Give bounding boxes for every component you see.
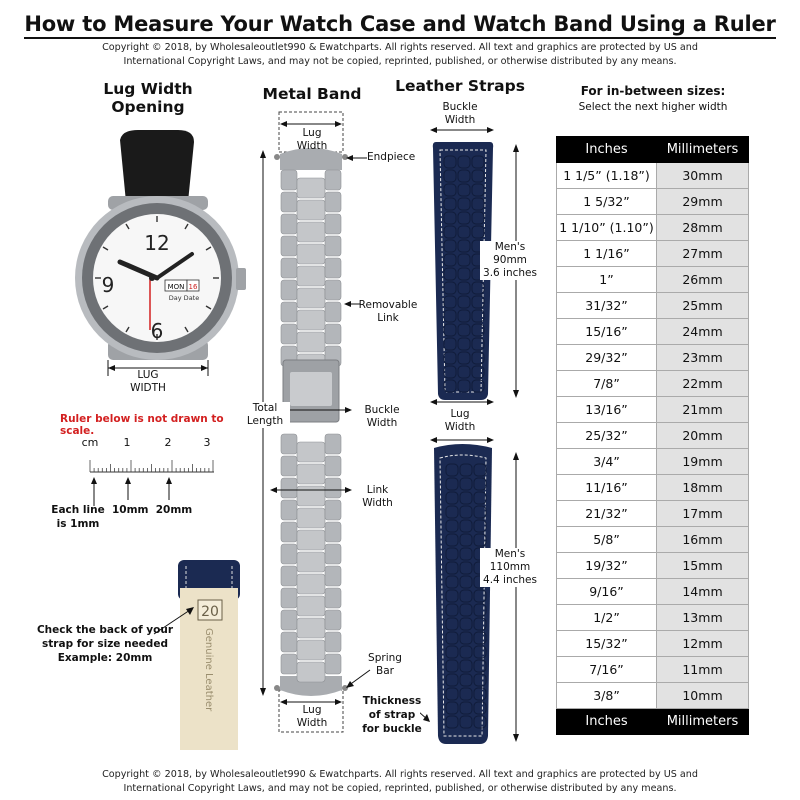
mm-cell: 18mm [657,475,749,501]
band-link-outer [281,500,297,520]
mm-cell: 17mm [657,501,749,527]
table-row [557,371,749,397]
band-link-outer [281,214,297,234]
inches-cell: 21/32” [557,501,657,527]
watch-crown [236,268,246,290]
band-link-outer [325,280,341,300]
band-link-outer [281,522,297,542]
strap-size-note: Check the back of your strap for size needed Example: 20mm [36,624,174,664]
inches-cell: 29/32” [557,345,657,371]
strap-back-illustration [178,560,240,750]
band-link-outer [325,324,341,344]
leather-straps-illustration [420,124,530,754]
mm-cell: 19mm [657,449,749,475]
mm-cell: 14mm [657,579,749,605]
mm10-label: 10mm [112,504,149,516]
band-link-center [297,552,325,572]
table-row [557,501,749,527]
dial-9: 9 [101,273,115,297]
table-row [557,553,749,579]
band-link-center [297,640,325,660]
inches-cell: 25/32” [557,423,657,449]
table-row [557,293,749,319]
band-link-center [297,310,325,330]
table-row [557,475,749,501]
band-link-center [297,596,325,616]
band-link-outer [281,566,297,586]
mm-cell: 11mm [657,657,749,683]
date-num: 16 [188,283,198,291]
inches-cell: 1 1/10” (1.10”) [557,215,657,241]
each-line-arrow [91,477,97,484]
ruler-num-2: 2 [164,436,172,449]
total-length-label: Total Length [240,402,290,428]
band-link-outer [281,478,297,498]
dial-6: 6 [150,319,164,343]
inches-cell: 1 1/16” [557,241,657,267]
removable-link-label: Removable Link [358,299,418,324]
mm20-label: 20mm [155,504,193,516]
band-link-outer [325,522,341,542]
band-link-center [297,332,325,352]
mm10-arrow [125,477,131,484]
table-row [557,215,749,241]
band-link-outer [281,456,297,476]
table-row [557,267,749,293]
ruler-ticks [90,460,213,472]
band-link-outer [325,214,341,234]
thickness-label: Thickness of strap for buckle [362,695,422,735]
band-link-outer [281,544,297,564]
lug-width-heading: Lug Width Opening [103,80,193,116]
col-inches-footer: Inches [557,709,657,735]
band-link-center [297,662,325,682]
mm-cell: 20mm [657,423,749,449]
leather-lug-width-label: Lug Width [444,408,476,433]
inches-cell: 13/16” [557,397,657,423]
col-inches-header: Inches [557,137,657,163]
band-link-outer [281,588,297,608]
mens-110mm-label: Men's 110mm 4.4 inches [480,548,540,587]
mm-cell: 30mm [657,163,749,189]
band-link-outer [281,236,297,256]
hand-pivot [149,275,155,281]
table-row [557,345,749,371]
band-lug-width-label-bottom: Lug Width [296,704,328,729]
band-link-center [297,486,325,506]
mm-cell: 15mm [657,553,749,579]
col-mm-footer: Millimeters [657,709,749,735]
table-row [557,631,749,657]
band-link-center [297,200,325,220]
spring-bar-label: Spring Bar [368,652,402,677]
band-link-center [297,574,325,594]
ruler-cm-label: cm [81,436,99,449]
strap-size-number: 20 [201,604,219,620]
copyright-line: International Copyright Laws, and may not be copied, reprinted, published, or otherwise distributed by any means. [123,56,677,67]
inches-cell: 1 1/5” (1.18”) [557,163,657,189]
band-link-center [297,618,325,638]
genuine-leather-stamp: Genuine Leather [203,628,214,712]
mm-cell: 22mm [657,371,749,397]
inches-cell: 15/16” [557,319,657,345]
date-day: MON [167,283,185,291]
band-link-outer [325,192,341,212]
mm-cell: 10mm [657,683,749,709]
band-link-outer [281,632,297,652]
inches-cell: 19/32” [557,553,657,579]
band-link-center [297,530,325,550]
mm-cell: 23mm [657,345,749,371]
band-link-outer [281,434,297,454]
metal-band-heading: Metal Band [262,85,362,103]
table-row [557,319,749,345]
band-link-center [297,508,325,528]
mm-cell: 24mm [657,319,749,345]
table-row [557,189,749,215]
band-link-outer [325,654,341,674]
buckle-width-label: Buckle Width [364,404,400,429]
band-link-outer [325,566,341,586]
mm-cell: 21mm [657,397,749,423]
copyright-top [60,41,740,69]
ruler-graphic [84,450,224,510]
table-row [557,163,749,189]
ruler-num-1: 1 [123,436,131,449]
copyright-bottom [60,768,740,796]
table-row [557,579,749,605]
table-row [557,397,749,423]
col-mm-header: Millimeters [657,137,749,163]
mm-cell: 16mm [657,527,749,553]
band-link-outer [325,610,341,630]
band-link-outer [325,170,341,190]
band-link-outer [325,456,341,476]
band-link-outer [281,654,297,674]
band-link-center [297,244,325,264]
size-table [556,136,749,735]
dial-12: 12 [144,231,170,255]
ruler-num-3: 3 [203,436,211,449]
table-footer-row [557,709,749,735]
lug-arrow-left [108,365,115,371]
band-link-outer [325,434,341,454]
table-row [557,241,749,267]
mm-cell: 25mm [657,293,749,319]
lug-arrow-right [201,365,208,371]
band-link-outer [281,610,297,630]
band-link-center [297,178,325,198]
inches-cell: 1 5/32” [557,189,657,215]
inches-cell: 9/16” [557,579,657,605]
inches-cell: 15/32” [557,631,657,657]
ruler-note: Ruler below is not drawn to scale. [60,413,224,437]
mm-cell: 12mm [657,631,749,657]
leather-buckle-width-label: Buckle Width [442,101,478,126]
table-header-row [557,137,749,163]
inches-cell: 31/32” [557,293,657,319]
inches-cell: 1/2” [557,605,657,631]
inches-cell: 5/8” [557,527,657,553]
buckle-clasp-plate [290,372,332,406]
band-link-outer [281,258,297,278]
table-row [557,683,749,709]
sizes-heading: For in-between sizes: [580,84,726,98]
leather-straps-heading: Leather Straps [395,77,525,95]
mm-cell: 29mm [657,189,749,215]
size-table-body [557,163,749,709]
inches-cell: 3/4” [557,449,657,475]
day-date-label: Day Date [168,294,200,302]
band-link-center [297,222,325,242]
watch-strap [120,130,194,202]
inches-cell: 7/8” [557,371,657,397]
inches-cell: 3/8” [557,683,657,709]
table-row [557,657,749,683]
inches-cell: 7/16” [557,657,657,683]
sizes-subheading: Select the next higher width [578,101,728,113]
inches-cell: 1” [557,267,657,293]
band-link-center [297,442,325,462]
watch-illustration [60,130,250,395]
table-row [557,449,749,475]
band-link-outer [325,478,341,498]
table-row [557,423,749,449]
band-link-center [297,464,325,484]
mm-cell: 13mm [657,605,749,631]
band-link-outer [325,302,341,322]
lower-leather-strap [434,444,492,744]
band-link-outer [281,280,297,300]
mens-90mm-label: Men's 90mm 3.6 inches [480,241,540,280]
table-row [557,527,749,553]
lug-width-label: LUG WIDTH [130,369,166,394]
band-link-outer [325,544,341,564]
band-link-center [297,288,325,308]
page-title: How to Measure Your Watch Case and Watch Band Using a Ruler [0,12,800,36]
band-link-outer [281,324,297,344]
table-row [557,605,749,631]
band-link-outer [281,192,297,212]
band-link-outer [325,588,341,608]
copyright-line: International Copyright Laws, and may not be copied, reprinted, published, or otherwise distributed by any means. [123,783,677,794]
mm20-arrow [166,477,172,484]
mm-cell: 26mm [657,267,749,293]
inches-cell: 11/16” [557,475,657,501]
band-link-outer [325,236,341,256]
copyright-line: Copyright © 2018, by Wholesaleoutlet990 & Ewatchparts. All rights reserved. All text and graphics are protected by US and [102,769,698,780]
band-link-center [297,266,325,286]
link-width-label: Link Width [362,484,393,509]
band-link-outer [325,500,341,520]
each-line-label: Each line is 1mm [51,504,105,530]
mm-cell: 28mm [657,215,749,241]
copyright-line: Copyright © 2018, by Wholesaleoutlet990 & Ewatchparts. All rights reserved. All text and graphics are protected by US and [102,42,698,53]
band-link-outer [325,632,341,652]
endpiece-label: Endpiece [367,151,416,163]
band-links [281,170,341,682]
band-link-outer [281,302,297,322]
mm-cell: 27mm [657,241,749,267]
band-link-outer [325,258,341,278]
band-lug-width-label: Lug Width [296,127,328,152]
band-link-outer [281,170,297,190]
